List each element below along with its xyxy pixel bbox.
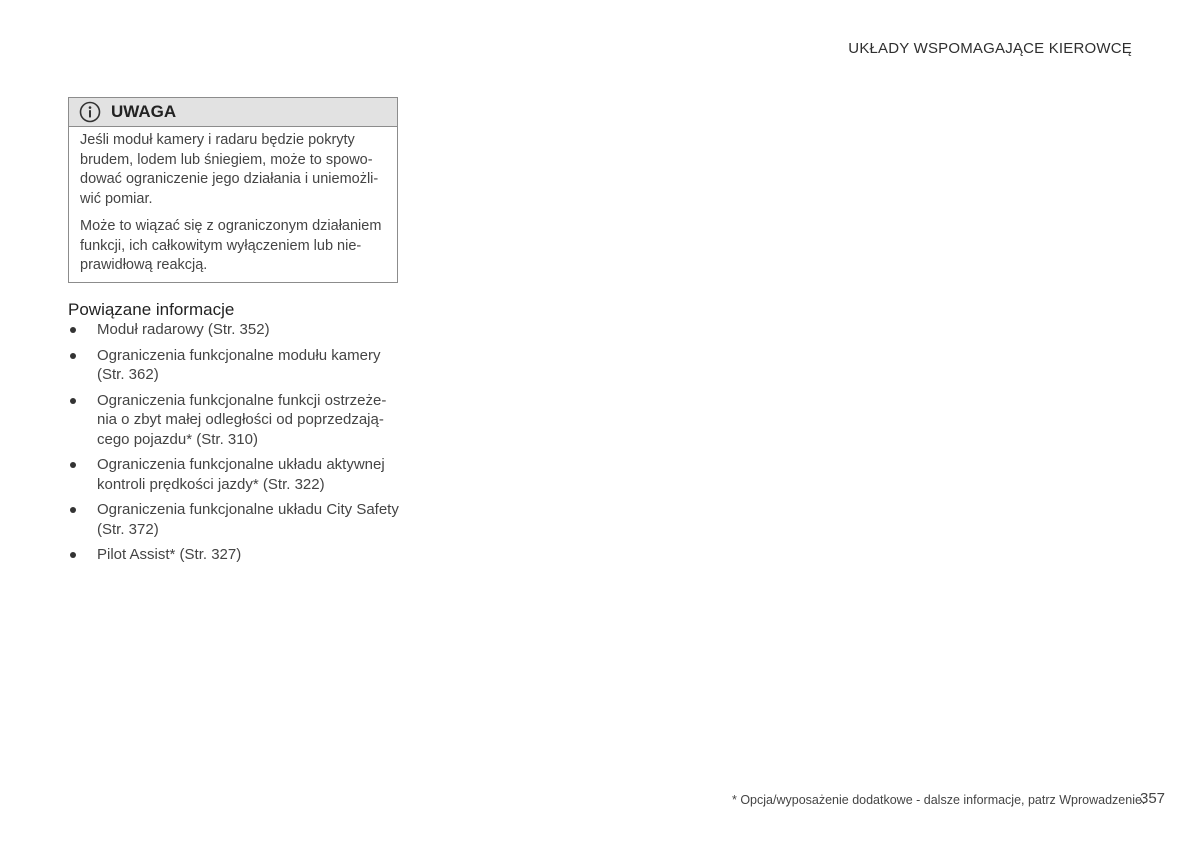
note-paragraph: Jeśli moduł kamery i radaru będzie pokryty brudem, lodem lub śniegiem, może to spowo- dować ograniczenie jego działania i uniemożli- wić pomiar.: [80, 132, 379, 207]
footnote: * Opcja/wyposażenie dodatkowe - dalsze informacje, patrz Wprowadzenie.: [732, 793, 1146, 807]
related-information: [68, 300, 403, 571]
bullet-icon: [70, 353, 76, 359]
bullet-icon: [70, 398, 76, 404]
bullet-icon: [70, 462, 76, 468]
related-link-adaptive-cruise-limitations[interactable]: Ograniczenia funkcjonalne układu aktywnej kontroli prędkości jazdy* (Str. 322): [68, 455, 403, 494]
bullet-icon: [70, 552, 76, 558]
related-link-distance-warning-limitations[interactable]: Ograniczenia funkcjonalne funkcji ostrzeże- nia o zbyt małej odległości od poprzedzają- cego pojazdu* (Str. 310): [68, 391, 403, 450]
bullet-icon: [70, 507, 76, 513]
page-number: 357: [1140, 790, 1166, 807]
related-link-radar-module[interactable]: Moduł radarowy (Str. 352): [68, 320, 403, 340]
related-link-camera-limitations[interactable]: Ograniczenia funkcjonalne modułu kamery (Str. 362): [68, 346, 403, 385]
note-header: [69, 98, 397, 127]
note-title: UWAGA: [111, 102, 177, 121]
bullet-icon: [70, 327, 76, 333]
running-header: UKŁADY WSPOMAGAJĄCE KIEROWCĘ: [848, 40, 1132, 57]
related-link-city-safety-limitations[interactable]: Ograniczenia funkcjonalne układu City Safety (Str. 372): [68, 500, 403, 539]
note-body: [69, 127, 397, 276]
info-circle-icon: [79, 101, 101, 123]
related-list: [68, 320, 403, 565]
related-heading: Powiązane informacje: [68, 300, 235, 319]
note-paragraph: Może to wiązać się z ograniczonym działaniem funkcji, ich całkowitym wyłączeniem lub nie- prawidłową reakcją.: [80, 218, 382, 273]
note-box: [68, 97, 398, 283]
related-link-pilot-assist[interactable]: Pilot Assist* (Str. 327): [68, 545, 403, 565]
